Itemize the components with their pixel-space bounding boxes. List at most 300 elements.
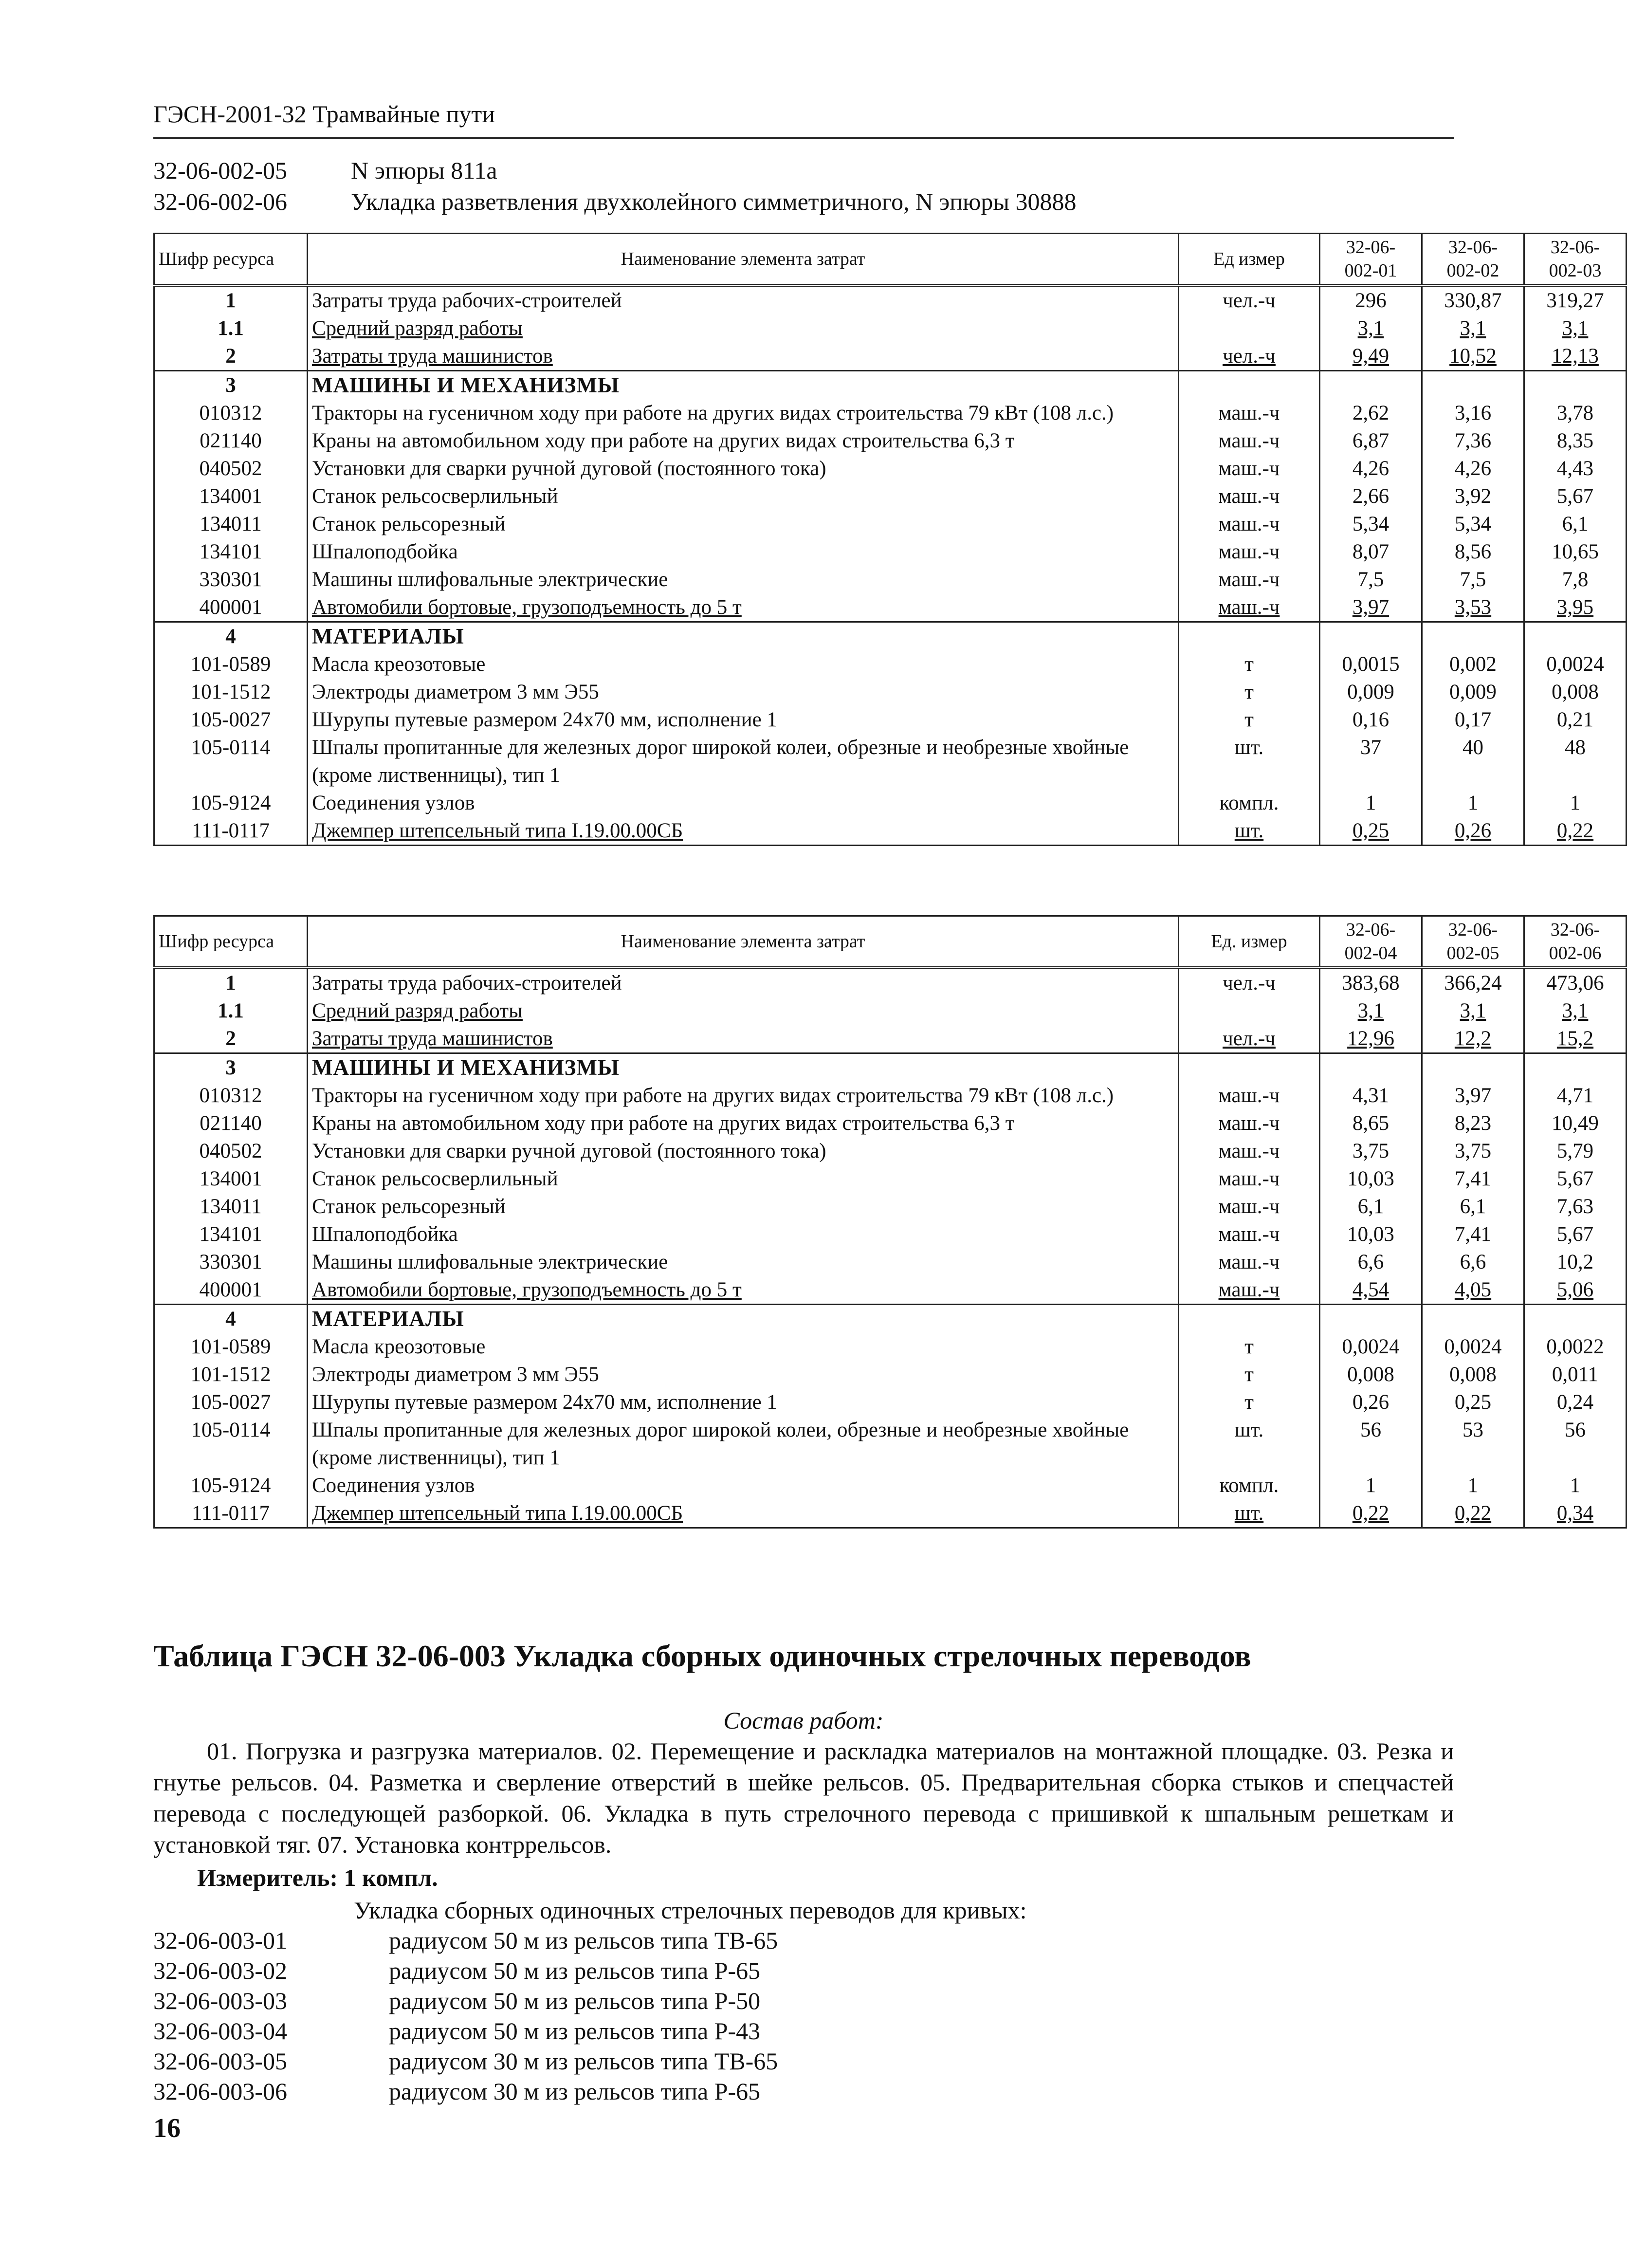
- norm-value-1: [1320, 678, 1422, 706]
- cost-element-text: Станок рельсорезный: [312, 1195, 506, 1218]
- value-text: 0,17: [1454, 708, 1492, 731]
- unit-text: маш.-ч: [1218, 1251, 1280, 1273]
- value-text: 8,23: [1454, 1112, 1492, 1135]
- resource-code: 3: [154, 371, 308, 400]
- page-number: 16: [153, 2113, 181, 2143]
- table-row: [154, 482, 1627, 510]
- resource-code: 021140: [154, 1109, 308, 1137]
- cost-element-name: [308, 455, 1179, 482]
- norm-value-1: [1320, 734, 1422, 789]
- cost-element-name: [308, 678, 1179, 706]
- value-text: 0,22: [1454, 1502, 1492, 1525]
- cost-element-text: Масла креозотовые: [312, 653, 486, 676]
- variant-text: радиусом 50 м из рельсов типа Р-43: [389, 2017, 761, 2045]
- norm-value-3: [1524, 1220, 1627, 1248]
- resource-code: 105-0114: [154, 1416, 308, 1472]
- cost-element-name: [308, 538, 1179, 566]
- value-text: 0,26: [1454, 819, 1492, 842]
- value-text: 10,03: [1347, 1167, 1394, 1190]
- header-norm-2: 32-06- 002-02: [1422, 234, 1524, 286]
- variant-row: [153, 2046, 778, 2076]
- cost-element-text: Шпалы пропитанные для железных дорог широкой колеи, обрезные и необрезные хвойные (кроме лиственницы), тип 1: [312, 1419, 1129, 1469]
- value-text: 8,35: [1556, 429, 1594, 452]
- unit-cell: [1179, 678, 1320, 706]
- norm-value-2: [1422, 285, 1524, 314]
- value-text: 37: [1360, 736, 1381, 759]
- norm-value-3: [1524, 1388, 1627, 1416]
- table-row: [154, 1109, 1627, 1137]
- unit-text: т: [1244, 1391, 1254, 1414]
- cost-element-text: Тракторы на гусеничном ходу при работе на других видах строительства 79 кВт (108 л.с.): [312, 1084, 1114, 1107]
- value-text: 10,52: [1449, 345, 1497, 368]
- cost-element-text: Краны на автомобильном ходу при работе на других видах строительства 6,3 т: [312, 429, 1015, 452]
- value-text: 6,6: [1460, 1251, 1486, 1273]
- variant-text: радиусом 50 м из рельсов типа Р-50: [389, 1987, 761, 2014]
- cost-element-text: Станок рельсосверлильный: [312, 1167, 558, 1190]
- cost-element-text: Джемпер штепсельный типа I.19.00.00СБ: [312, 819, 683, 842]
- norm-value-2: [1422, 510, 1524, 538]
- value-text: 3,97: [1352, 596, 1389, 619]
- table-row: [154, 1388, 1627, 1416]
- variant-row: [153, 1986, 778, 2016]
- norm-value-2: [1422, 734, 1524, 789]
- unit-cell: [1179, 1053, 1320, 1082]
- norm-value-3: [1524, 399, 1627, 427]
- norm-value-1: [1320, 285, 1422, 314]
- norm-value-2: [1422, 1472, 1524, 1499]
- cost-element-name: [308, 817, 1179, 846]
- cost-element-name: [308, 593, 1179, 622]
- value-text: 15,2: [1556, 1027, 1594, 1050]
- norm-value-1: [1320, 1165, 1422, 1193]
- cost-element-name: [308, 650, 1179, 678]
- unit-cell: [1179, 1416, 1320, 1472]
- variant-code: 32-06-003-03: [153, 1987, 287, 2014]
- cost-element-name: [308, 1472, 1179, 1499]
- value-text: 0,0024: [1546, 653, 1604, 676]
- norm-value-3: [1524, 593, 1627, 622]
- norm-value-3: [1524, 1137, 1627, 1165]
- norm-value-3: [1524, 1305, 1627, 1333]
- variant-code: 32-06-003-01: [153, 1927, 287, 1954]
- norm-value-2: [1422, 455, 1524, 482]
- table-row: [154, 510, 1627, 538]
- value-text: 8,65: [1352, 1112, 1389, 1135]
- unit-cell: [1179, 1388, 1320, 1416]
- norm-value-2: [1422, 1193, 1524, 1220]
- norm-value-2: [1422, 1109, 1524, 1137]
- value-text: 53: [1462, 1419, 1483, 1441]
- value-text: 12,96: [1347, 1027, 1394, 1050]
- cost-element-text: МАШИНЫ И МЕХАНИЗМЫ: [312, 1055, 620, 1080]
- cost-element-text: Электроды диаметром 3 мм Э55: [312, 1363, 599, 1386]
- unit-cell: [1179, 734, 1320, 789]
- value-text: 6,1: [1562, 513, 1589, 535]
- variant-code: 32-06-003-05: [153, 2047, 287, 2075]
- resource-code: 1: [154, 968, 308, 997]
- cost-element-text: Затраты труда рабочих-строителей: [312, 972, 622, 995]
- value-text: 0,002: [1449, 653, 1497, 676]
- norm-value-1: [1320, 1248, 1422, 1276]
- unit-cell: [1179, 482, 1320, 510]
- value-text: 296: [1355, 289, 1387, 312]
- table-row: [154, 1248, 1627, 1276]
- norm-value-3: [1524, 622, 1627, 651]
- cost-element-name: [308, 427, 1179, 455]
- norm-value-3: [1524, 1248, 1627, 1276]
- unit-text: шт.: [1234, 1502, 1264, 1525]
- table-row: [154, 1165, 1627, 1193]
- unit-cell: [1179, 1109, 1320, 1137]
- unit-text: маш.-ч: [1218, 1084, 1280, 1107]
- norm-value-1: [1320, 817, 1422, 846]
- unit-cell: [1179, 1305, 1320, 1333]
- cost-element-text: Шпалоподбойка: [312, 1223, 458, 1246]
- unit-cell: [1179, 1248, 1320, 1276]
- value-text: 6,1: [1460, 1195, 1486, 1218]
- value-text: 6,87: [1352, 429, 1389, 452]
- value-text: 6,1: [1357, 1195, 1384, 1218]
- intro-code-text: N эпюры 811а: [351, 157, 497, 184]
- value-text: 0,22: [1556, 819, 1594, 842]
- header-norm-1: 32-06- 002-04: [1320, 916, 1422, 968]
- unit-cell: [1179, 371, 1320, 400]
- unit-cell: [1179, 566, 1320, 593]
- norm-value-2: [1422, 427, 1524, 455]
- norm-value-1: [1320, 650, 1422, 678]
- variant-text: радиусом 50 м из рельсов типа ТВ-65: [389, 1927, 778, 1954]
- unit-text: т: [1244, 681, 1254, 703]
- resource-code: 134001: [154, 482, 308, 510]
- unit-cell: [1179, 593, 1320, 622]
- resource-code: 040502: [154, 455, 308, 482]
- resource-table-2: [153, 915, 1627, 1529]
- value-text: 1: [1570, 792, 1581, 814]
- variant-row: [153, 2076, 778, 2106]
- norm-value-2: [1422, 399, 1524, 427]
- norm-value-2: [1422, 1388, 1524, 1416]
- norm-value-1: [1320, 1109, 1422, 1137]
- variant-row: [153, 2016, 778, 2046]
- cost-element-name: [308, 1416, 1179, 1472]
- table-header-row: [154, 916, 1627, 968]
- cost-element-text: Станок рельсорезный: [312, 513, 506, 535]
- unit-cell: [1179, 342, 1320, 371]
- table-row: [154, 968, 1627, 997]
- norm-value-3: [1524, 1361, 1627, 1388]
- norm-value-3: [1524, 342, 1627, 371]
- value-text: 4,71: [1556, 1084, 1594, 1107]
- cost-element-text: Масла креозотовые: [312, 1335, 486, 1358]
- unit-cell: [1179, 622, 1320, 651]
- norm-value-3: [1524, 1276, 1627, 1305]
- table-row: [154, 593, 1627, 622]
- value-text: 7,5: [1357, 568, 1384, 591]
- norm-value-2: [1422, 997, 1524, 1025]
- norm-value-3: [1524, 566, 1627, 593]
- unit-text: маш.-ч: [1218, 429, 1280, 452]
- resource-code: 1.1: [154, 997, 308, 1025]
- unit-cell: [1179, 1333, 1320, 1361]
- norm-value-1: [1320, 1333, 1422, 1361]
- cost-element-text: Шурупы путевые размером 24х70 мм, исполнение 1: [312, 1391, 777, 1414]
- resource-code: 105-0027: [154, 1388, 308, 1416]
- value-text: 1: [1570, 1474, 1581, 1497]
- norm-value-1: [1320, 622, 1422, 651]
- unit-text: чел.-ч: [1223, 972, 1276, 995]
- value-text: 56: [1360, 1419, 1381, 1441]
- cost-element-name: [308, 1248, 1179, 1276]
- value-text: 0,008: [1449, 1363, 1497, 1386]
- resource-code: 330301: [154, 566, 308, 593]
- table-row: [154, 1025, 1627, 1053]
- norm-value-2: [1422, 342, 1524, 371]
- value-text: 4,05: [1454, 1278, 1492, 1301]
- resource-code: 101-1512: [154, 678, 308, 706]
- cost-element-text: Автомобили бортовые, грузоподъемность до 5 т: [312, 596, 742, 619]
- value-text: 0,0022: [1546, 1335, 1604, 1358]
- measure-unit: Измеритель: 1 компл.: [197, 1864, 438, 1891]
- norm-value-1: [1320, 1053, 1422, 1082]
- header-resource-code: Шифр ресурса: [154, 916, 308, 968]
- cost-element-text: Машины шлифовальные электрические: [312, 568, 668, 591]
- norm-value-1: [1320, 1220, 1422, 1248]
- norm-value-1: [1320, 706, 1422, 734]
- norm-value-3: [1524, 997, 1627, 1025]
- resource-code: 4: [154, 622, 308, 651]
- cost-element-name: [308, 314, 1179, 342]
- intro-code-row: [153, 186, 1454, 217]
- value-text: 383,68: [1342, 972, 1400, 995]
- value-text: 56: [1565, 1419, 1586, 1441]
- table-row: [154, 1053, 1627, 1082]
- value-text: 0,008: [1347, 1363, 1394, 1386]
- unit-text: компл.: [1219, 1474, 1279, 1497]
- cost-element-text: Установки для сварки ручной дуговой (постоянного тока): [312, 457, 826, 480]
- value-text: 2,62: [1352, 402, 1389, 424]
- intro-code-text: Укладка разветвления двухколейного симметричного, N эпюры 30888: [351, 188, 1077, 215]
- norm-value-3: [1524, 650, 1627, 678]
- value-text: 3,1: [1357, 317, 1384, 340]
- norm-value-3: [1524, 1416, 1627, 1472]
- norm-value-1: [1320, 1025, 1422, 1053]
- cost-element-name: [308, 706, 1179, 734]
- cost-element-name: [308, 566, 1179, 593]
- value-text: 0,0015: [1342, 653, 1400, 676]
- cost-element-text: Средний разряд работы: [312, 999, 523, 1022]
- cost-element-text: Тракторы на гусеничном ходу при работе на других видах строительства 79 кВт (108 л.с.): [312, 402, 1114, 424]
- norm-value-2: [1422, 706, 1524, 734]
- work-composition-text: 01. Погрузка и разгрузка материалов. 02. Перемещение и раскладка материалов на монтажной площадке. 03. Резка и гнутье рельсов. 04. Разметка и сверление отверстий в шейке рельсов. 05. Предварительная сборка стыков и спецчастей перевода с последующей разборкой. 06. Укладка в путь стрелочного перевода с пришивкой к шпальным решеткам и установкой тяг. 07. Установка контррельсов.: [153, 1737, 1454, 1858]
- norm-value-1: [1320, 1388, 1422, 1416]
- value-text: 0,009: [1449, 681, 1497, 703]
- cost-element-text: Затраты труда машинистов: [312, 345, 553, 368]
- norm-value-1: [1320, 1082, 1422, 1109]
- norm-value-3: [1524, 510, 1627, 538]
- value-text: 10,49: [1552, 1112, 1599, 1135]
- resource-code: 1: [154, 285, 308, 314]
- unit-text: чел.-ч: [1223, 289, 1276, 312]
- table-row: [154, 1305, 1627, 1333]
- value-text: 7,8: [1562, 568, 1589, 591]
- unit-cell: [1179, 427, 1320, 455]
- value-text: 0,0024: [1444, 1335, 1502, 1358]
- norm-value-2: [1422, 1025, 1524, 1053]
- unit-cell: [1179, 1137, 1320, 1165]
- variants-subtitle: Укладка сборных одиночных стрелочных переводов для кривых:: [354, 1897, 1027, 1924]
- variant-code: 32-06-003-06: [153, 2078, 287, 2105]
- cost-element-text: Джемпер штепсельный типа I.19.00.00СБ: [312, 1502, 683, 1525]
- norm-value-3: [1524, 1499, 1627, 1528]
- cost-element-text: МАТЕРИАЛЫ: [312, 1307, 464, 1331]
- unit-cell: [1179, 538, 1320, 566]
- variant-code: 32-06-003-02: [153, 1957, 287, 1984]
- value-text: 3,53: [1454, 596, 1492, 619]
- resource-code: 2: [154, 342, 308, 371]
- header-cost-element: Наименование элемента затрат: [308, 916, 1179, 968]
- value-text: 8,07: [1352, 540, 1389, 563]
- unit-text: маш.-ч: [1218, 513, 1280, 535]
- value-text: 6,6: [1357, 1251, 1384, 1273]
- running-header: ГЭСН-2001-32 Трамвайные пути: [153, 100, 495, 128]
- resource-code: 4: [154, 1305, 308, 1333]
- value-text: 7,5: [1460, 568, 1486, 591]
- value-text: 3,97: [1454, 1084, 1492, 1107]
- unit-text: чел.-ч: [1223, 345, 1276, 368]
- resource-code: 021140: [154, 427, 308, 455]
- unit-text: компл.: [1219, 792, 1279, 814]
- value-text: 5,34: [1454, 513, 1492, 535]
- value-text: 3,78: [1556, 402, 1594, 424]
- cost-element-name: [308, 1220, 1179, 1248]
- cost-element-name: [308, 1361, 1179, 1388]
- norm-value-3: [1524, 455, 1627, 482]
- table-row: [154, 678, 1627, 706]
- cost-element-text: Средний разряд работы: [312, 317, 523, 340]
- cost-element-text: Шурупы путевые размером 24х70 мм, исполнение 1: [312, 708, 777, 731]
- norm-value-3: [1524, 1082, 1627, 1109]
- resource-code: 400001: [154, 1276, 308, 1305]
- unit-text: шт.: [1234, 1419, 1264, 1441]
- norm-value-1: [1320, 342, 1422, 371]
- table-row: [154, 997, 1627, 1025]
- cost-element-text: МАШИНЫ И МЕХАНИЗМЫ: [312, 373, 620, 397]
- variant-code: 32-06-003-04: [153, 2017, 287, 2045]
- value-text: 0,16: [1352, 708, 1389, 731]
- cost-element-name: [308, 622, 1179, 651]
- norm-value-3: [1524, 371, 1627, 400]
- norm-value-3: [1524, 706, 1627, 734]
- table-row: [154, 342, 1627, 371]
- table-row: [154, 789, 1627, 817]
- cost-element-text: Автомобили бортовые, грузоподъемность до 5 т: [312, 1278, 742, 1301]
- table-row: [154, 1499, 1627, 1528]
- cost-element-name: [308, 1082, 1179, 1109]
- resource-code: 134011: [154, 1193, 308, 1220]
- resource-code: 3: [154, 1053, 308, 1082]
- norm-value-3: [1524, 1109, 1627, 1137]
- cost-element-text: Станок рельсосверлильный: [312, 485, 558, 508]
- unit-text: т: [1244, 653, 1254, 676]
- cost-element-text: Установки для сварки ручной дуговой (постоянного тока): [312, 1140, 826, 1162]
- unit-cell: [1179, 455, 1320, 482]
- norm-value-2: [1422, 538, 1524, 566]
- value-text: 10,65: [1552, 540, 1599, 563]
- header-unit: Ед. измер: [1179, 916, 1320, 968]
- resource-code: 134101: [154, 538, 308, 566]
- value-text: 3,1: [1562, 317, 1589, 340]
- unit-cell: [1179, 399, 1320, 427]
- norm-value-2: [1422, 1276, 1524, 1305]
- unit-cell: [1179, 314, 1320, 342]
- norm-value-3: [1524, 789, 1627, 817]
- cost-element-name: [308, 968, 1179, 997]
- value-text: 0,25: [1454, 1391, 1492, 1414]
- norm-value-1: [1320, 399, 1422, 427]
- unit-cell: [1179, 285, 1320, 314]
- value-text: 8,56: [1454, 540, 1492, 563]
- norm-value-2: [1422, 1053, 1524, 1082]
- value-text: 5,67: [1556, 1167, 1594, 1190]
- cost-element-text: МАТЕРИАЛЫ: [312, 624, 464, 648]
- variant-text: радиусом 30 м из рельсов типа Р-65: [389, 2078, 761, 2105]
- value-text: 0,22: [1352, 1502, 1389, 1525]
- unit-text: маш.-ч: [1218, 1140, 1280, 1162]
- value-text: 7,41: [1454, 1167, 1492, 1190]
- norm-value-2: [1422, 1499, 1524, 1528]
- unit-text: т: [1244, 708, 1254, 731]
- value-text: 40: [1462, 736, 1483, 759]
- norm-value-1: [1320, 538, 1422, 566]
- variant-text: радиусом 30 м из рельсов типа ТВ-65: [389, 2047, 778, 2075]
- norm-value-3: [1524, 1193, 1627, 1220]
- value-text: 5,34: [1352, 513, 1389, 535]
- unit-text: маш.-ч: [1218, 457, 1280, 480]
- table-row: [154, 399, 1627, 427]
- cost-element-name: [308, 1137, 1179, 1165]
- header-norm-2: 32-06- 002-05: [1422, 916, 1524, 968]
- unit-cell: [1179, 1193, 1320, 1220]
- value-text: 7,63: [1556, 1195, 1594, 1218]
- norm-value-2: [1422, 1305, 1524, 1333]
- resource-code: 101-0589: [154, 1333, 308, 1361]
- value-text: 5,67: [1556, 1223, 1594, 1246]
- intro-code: 32-06-002-06: [153, 188, 287, 215]
- value-text: 4,54: [1352, 1278, 1389, 1301]
- table-row: [154, 455, 1627, 482]
- table-row: [154, 622, 1627, 651]
- resource-code: 105-9124: [154, 1472, 308, 1499]
- value-text: 1: [1467, 1474, 1479, 1497]
- resource-code: 040502: [154, 1137, 308, 1165]
- norm-value-2: [1422, 1248, 1524, 1276]
- resource-code: 105-0114: [154, 734, 308, 789]
- value-text: 3,1: [1357, 999, 1384, 1022]
- norm-value-1: [1320, 314, 1422, 342]
- table-row: [154, 1333, 1627, 1361]
- unit-text: маш.-ч: [1218, 1223, 1280, 1246]
- table-header-row: [154, 234, 1627, 286]
- table-row: [154, 566, 1627, 593]
- cost-element-name: [308, 1333, 1179, 1361]
- value-text: 0,009: [1347, 681, 1394, 703]
- value-text: 0,008: [1552, 681, 1599, 703]
- section-title: Таблица ГЭСН 32-06-003 Укладка сборных одиночных стрелочных переводов: [153, 1639, 1251, 1673]
- value-text: 1: [1365, 792, 1376, 814]
- cost-element-name: [308, 371, 1179, 400]
- unit-cell: [1179, 789, 1320, 817]
- cost-element-name: [308, 1193, 1179, 1220]
